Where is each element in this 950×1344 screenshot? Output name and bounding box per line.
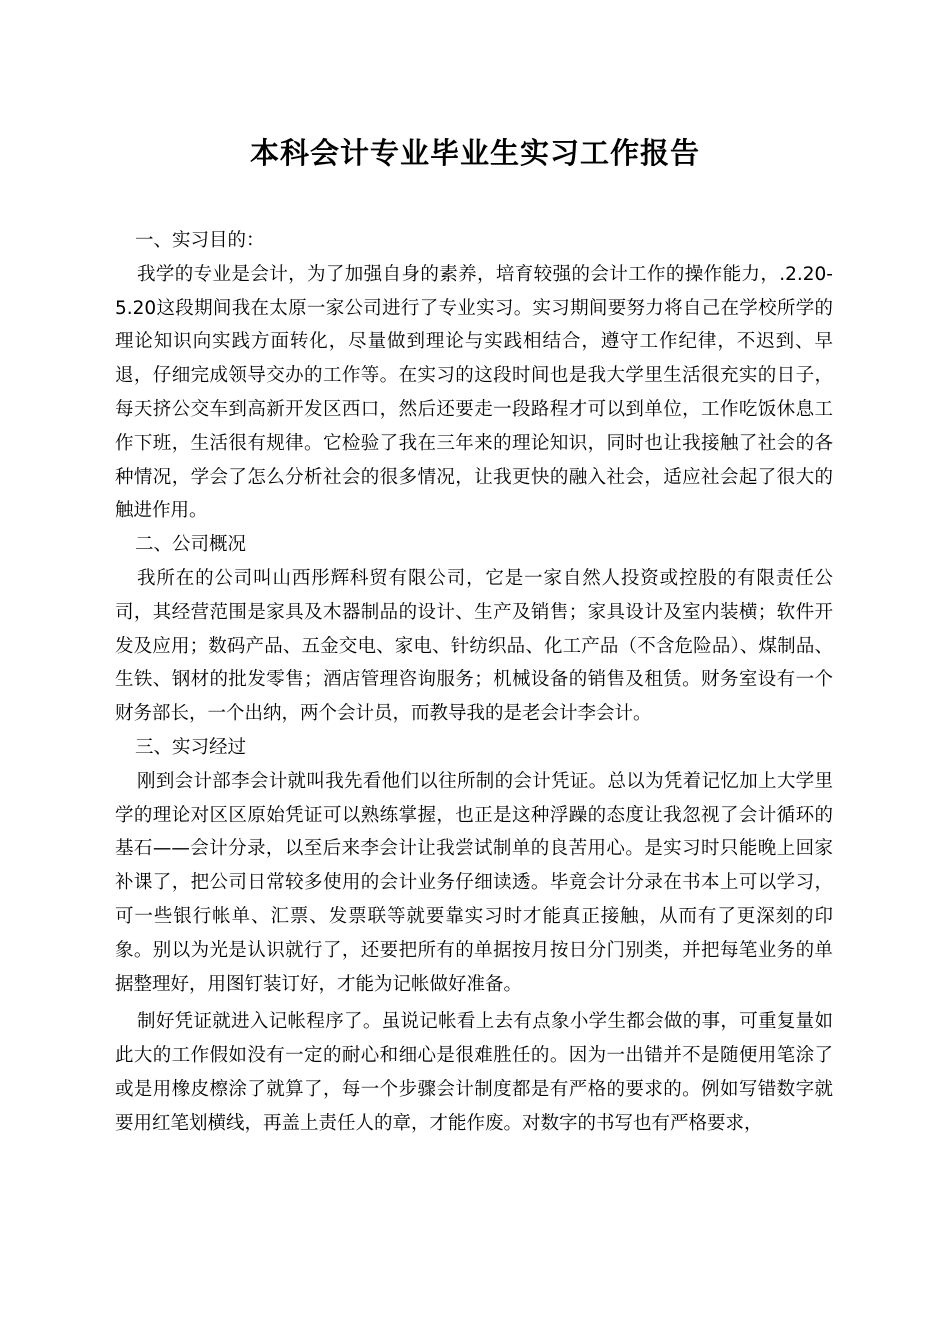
paragraph-purpose: 我学的专业是会计，为了加强自身的素养，培育较强的会计工作的操作能力，.2.20-5.20这段期间我在太原一家公司进行了专业实习。实习期间要努力将自己在学校所学的理论知识向实践方面转化，尽量做到理论与实践相结合，遵守工作纪律，不迟到、早退，仔细完成领导交办的工作等。在实习的这段时间也是我大学里生活很充实的日子，每天挤公交车到高新开发区西口，然后还要走一段路程才可以到单位，工作吃饭休息工作下班，生活很有规律。它检验了我在三年来的理论知识，同时也让我接触了社会的各种情况，学会了怎么分析社会的很多情况，让我更快的融入社会，适应社会起了很大的触进作用。 — [115, 263, 833, 522]
section-heading-company: 二、公司概况 — [135, 534, 247, 556]
paragraph-company: 我所在的公司叫山西彤辉科贸有限公司，它是一家自然人投资或控股的有限责任公司，其经营范围是家具及木器制品的设计、生产及销售；家具设计及室内装横；软件开发及应用；数码产品、五金交电、家电、针纺织品、化工产品（不含危险品）、煤制品、生铁、钢材的批发零售；酒店管理咨询服务；机械设备的销售及租赁。财务室设有一个财务部长，一个出纳，两个会计员，而教导我的是老会计李会计。 — [115, 567, 833, 725]
paragraph-process-2: 制好凭证就进入记帐程序了。虽说记帐看上去有点象小学生都会做的事，可重复量如此大的工作假如没有一定的耐心和细心是很难胜任的。因为一出错并不是随便用笔涂了或是用橡皮檫涂了就算了，每一个步骤会计制度都是有严格的要求的。例如写错数字就要用红笔划横线，再盖上责任人的章，才能作废。对数字的书写也有严格要求， — [115, 1011, 833, 1134]
document-body — [115, 224, 833, 1141]
document-title: 本科会计专业毕业生实习工作报告 — [249, 136, 700, 170]
paragraph-process-1: 刚到会计部李会计就叫我先看他们以往所制的会计凭证。总以为凭着记忆加上大学里学的理论对区区原始凭证可以熟练掌握，也正是这种浮躁的态度让我忽视了会计循环的基石——会计分录，以至后来李会计让我尝试制单的良苦用心。是实习时只能晚上回家补课了，把公司日常较多使用的会计业务仔细读透。毕竟会计分录在书本上可以学习，可一些银行帐单、汇票、发票联等就要靠实习时才能真正接触，从而有了更深刻的印象。别以为光是认识就行了，还要把所有的单据按月按日分门别类，并把每笔业务的单据整理好，用图钉装订好，才能为记帐做好准备。 — [115, 770, 833, 995]
section-heading-purpose: 一、实习目的： — [135, 230, 265, 251]
section-heading-process: 三、实习经过 — [135, 736, 247, 758]
